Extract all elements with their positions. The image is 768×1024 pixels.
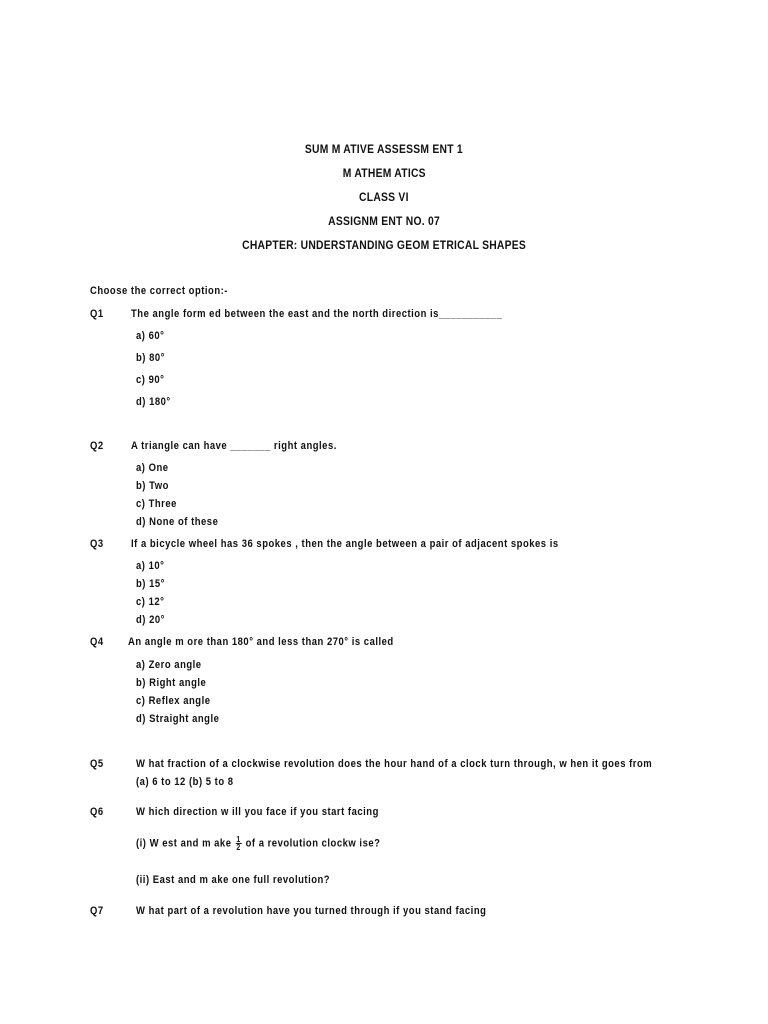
option: a) One bbox=[136, 462, 169, 474]
option: b) 80° bbox=[136, 352, 165, 364]
header-class: CLASS VI bbox=[359, 190, 409, 204]
question-text: W hich direction w ill you face if you start facing bbox=[136, 806, 379, 818]
question-text: The angle form ed between the east and the north direction is___________ bbox=[131, 308, 503, 320]
option: a) Zero angle bbox=[136, 659, 202, 671]
question-number: Q2 bbox=[90, 440, 104, 452]
question-number: Q6 bbox=[90, 806, 104, 818]
option: b) 15° bbox=[136, 578, 165, 590]
instruction: Choose the correct option:- bbox=[90, 285, 228, 297]
option: c) Reflex angle bbox=[136, 695, 211, 707]
option: a) 60° bbox=[136, 330, 165, 342]
question-part-ii: (ii) East and m ake one full revolution? bbox=[136, 874, 331, 886]
question-part-i: (i) W est and m ake $\frac{1}{2}$ of a revolution clockw ise? bbox=[136, 835, 381, 852]
option: d) 180° bbox=[136, 396, 171, 408]
question-text: W hat part of a revolution have you turned through if you stand facing bbox=[136, 905, 487, 917]
option: c) Three bbox=[136, 498, 177, 510]
header-subject: M ATHEM ATICS bbox=[342, 166, 426, 180]
header-chapter: CHAPTER: UNDERSTANDING GEOM ETRICAL SHAPES bbox=[242, 238, 526, 252]
question-number: Q1 bbox=[90, 308, 104, 320]
option: d) Straight angle bbox=[136, 713, 220, 725]
question-number: Q5 bbox=[90, 758, 104, 770]
option: b) Two bbox=[136, 480, 169, 492]
fraction-half: $\frac{1}{2}$ bbox=[236, 835, 241, 852]
option: c) 90° bbox=[136, 374, 165, 386]
question-number: Q7 bbox=[90, 905, 104, 917]
question-text: W hat fraction of a clockwise revolution does the hour hand of a clock turn through, w hen it goes from bbox=[136, 758, 653, 770]
question-text: A triangle can have _______ right angles. bbox=[131, 440, 337, 452]
option: d) 20° bbox=[136, 614, 165, 626]
header-assessment: SUM M ATIVE ASSESSM ENT 1 bbox=[304, 142, 464, 156]
question-text: If a bicycle wheel has 36 spokes , then the angle between a pair of adjacent spokes is bbox=[131, 538, 559, 550]
question-number: Q4 bbox=[90, 636, 104, 648]
option: a) 10° bbox=[136, 560, 165, 572]
header-assignment: ASSIGNM ENT NO. 07 bbox=[328, 214, 440, 228]
question-number: Q3 bbox=[90, 538, 104, 550]
option: c) 12° bbox=[136, 596, 165, 608]
option: d) None of these bbox=[136, 516, 219, 528]
option: b) Right angle bbox=[136, 677, 207, 689]
question-text-continued: (a) 6 to 12 (b) 5 to 8 bbox=[136, 776, 234, 788]
question-text: An angle m ore than 180° and less than 270° is called bbox=[128, 636, 394, 648]
